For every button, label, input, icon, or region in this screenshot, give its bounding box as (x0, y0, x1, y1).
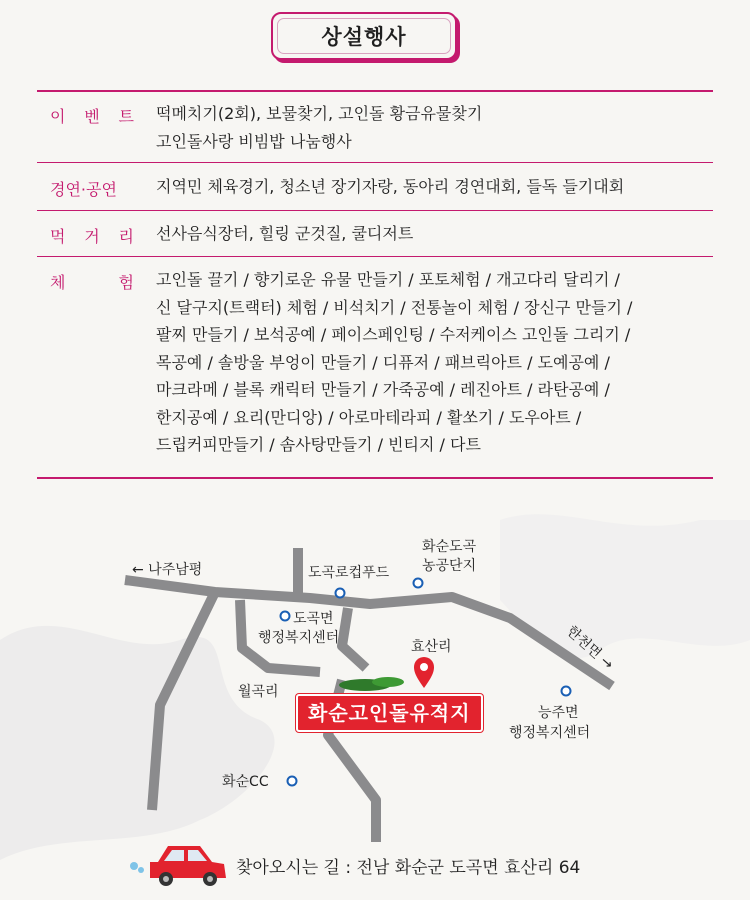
map-background-shape (0, 626, 275, 860)
poi-dot-icon (288, 777, 297, 786)
page-title: 상설행사 (277, 18, 451, 54)
label-hwasun-cc: 화순CC (222, 774, 269, 790)
experience-description: 고인돌 끌기 / 향기로운 유물 만들기 / 포토체험 / 개고다리 달리기 / 신 달구지(트랙터) 체험 / 비석치기 / 전통놀이 체험 / 장신구 만들기 / 팔찌 만들기 / 보석공예 / 페이스페인팅 / 수저케이스 고인돌 그리기 / 목공예 / 솔방울 부엉이 만들기 / 디퓨저 / 패브릭아트 / 도예공예 / 마크라메 / 블록 캐릭터 만들기 / 가죽공예 / 레진아트 / 라탄공예 / 한지공예 / 요리(만디앙) / 아로마테라피 / 활쏘기 / 도우아트 / 드립커피만들기 / 솜사탕만들기 / 빈티지 / 다트 (156, 270, 633, 454)
address-text: 찾아오시는 길 : 전남 화순군 도곡면 효산리 64 (236, 858, 581, 878)
label-neungju-office: 행정복지센터 (509, 725, 591, 741)
road-center (342, 608, 366, 668)
label-najunampyeong: ← 나주남평 (132, 562, 203, 578)
site-park-shape (372, 677, 404, 687)
label-hyosanri: 효산리 (411, 639, 452, 655)
table-divider (37, 210, 713, 211)
poi-dot-icon (414, 579, 423, 588)
poi-dot-icon (336, 589, 345, 598)
event-description: 떡메치기(2회), 보물찾기, 고인돌 황금유물찾기 고인돌사랑 비빔밥 나눔행사 (156, 104, 483, 151)
table-bottom-rule (37, 477, 713, 479)
category-contest: 경연·공연 (50, 180, 117, 199)
table-top-rule (37, 90, 713, 92)
title-box (271, 12, 457, 60)
label-dogokro-cup: 도곡로컵푸드 (308, 565, 390, 581)
car-icon (130, 846, 226, 886)
category-experience: 체 험 (50, 273, 134, 292)
table-divider (37, 162, 713, 163)
site-name-label: 화순고인돌유적지 (296, 694, 483, 732)
label-dogok-office: 행정복지센터 (258, 630, 340, 646)
category-food: 먹 거 리 (50, 227, 134, 246)
poi-dot-icon (562, 687, 571, 696)
label-neungju: 능주면 (538, 705, 579, 721)
food-description: 선사음식장터, 힐링 군것질, 쿨디저트 (156, 224, 414, 243)
location-pin-icon (414, 657, 434, 688)
contest-description: 지역민 체육경기, 청소년 장기자랑, 동아리 경연대회, 들독 들기대회 (156, 177, 625, 196)
category-event: 이 벤 트 (50, 107, 134, 126)
table-divider (37, 256, 713, 257)
label-dogok-myeon: 도곡면 (293, 611, 334, 627)
label-wolgokri: 월곡리 (238, 684, 279, 700)
label-nonggong-danji: 농공단지 (422, 558, 477, 574)
label-hwasun-dogok: 화순도곡 (422, 539, 477, 555)
poi-dot-icon (281, 612, 290, 621)
label-hancheon: 한천면 → (563, 623, 617, 673)
